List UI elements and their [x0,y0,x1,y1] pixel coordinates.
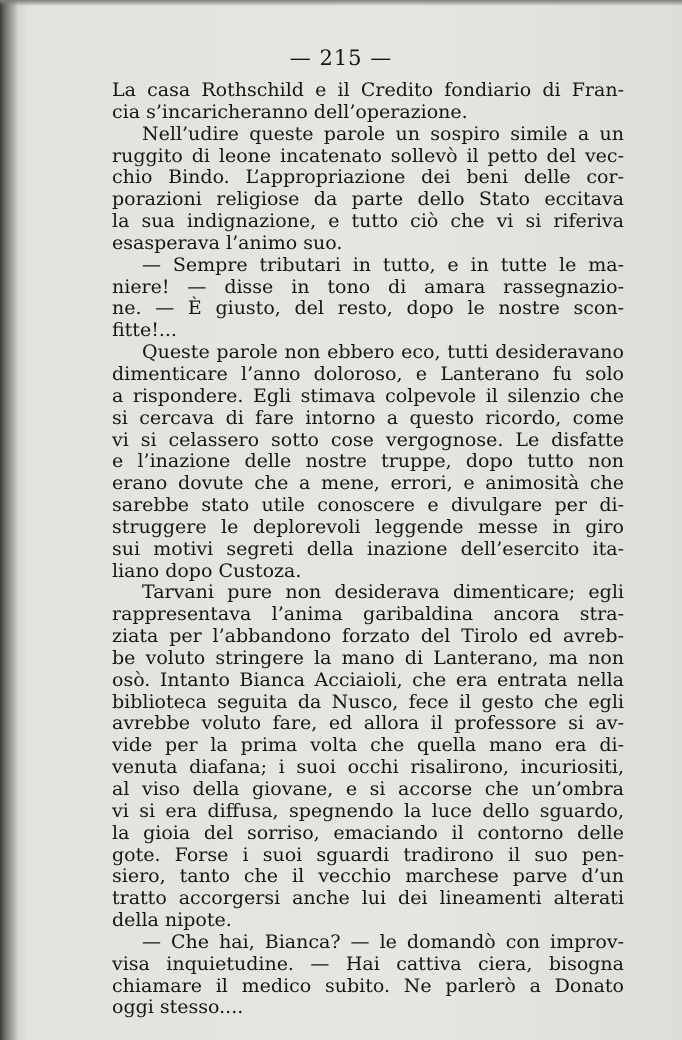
text-line: visa inquietudine. — Hai cattiva ciera, bisogna [112,952,624,975]
text-line: — Sempre tributari in tutto, e in tutte le ma- [142,253,624,276]
text-line: Tarvani pure non desiderava dimenticare; egli [142,581,624,604]
text-line: e l’inazione delle nostre truppe, dopo tutto non [112,450,624,473]
text-line: ne. — È giusto, del resto, dopo le nostre scon- [112,297,624,320]
text-line: niere! — disse in tono di amara rassegnazio- [112,275,624,298]
text-line: della nipote. [112,909,232,932]
text-line: rappresentava l’anima garibaldina ancora stra- [112,603,624,626]
text-line: la gioia del sorriso, emaciando il contorno delle [112,821,624,844]
text-line: vide per la prima volta che quella mano era di- [112,734,624,757]
text-line: struggere le deplorevoli leggende messe in giro [112,515,624,538]
text-line: vi si celassero sotto cose vergognose. Le disfatte [112,428,624,451]
text-line: chiamare il medico subito. Ne parlerò a Donato [112,974,624,997]
text-line: sarebbe stato utile conoscere e divulgare per di- [112,494,624,517]
text-line: Queste parole non ebbero eco, tutti desideravano [142,341,624,364]
text-line: si cercava di fare intorno a questo ricordo, come [112,406,624,429]
text-line: be voluto stringere la mano di Lanterano, ma non [112,646,624,669]
text-line: osò. Intanto Bianca Acciaioli, che era entrata nella [112,668,624,691]
text-line: fitte!... [112,319,177,342]
text-line: gote. Forse i suoi sguardi tradirono il suo pen- [112,843,624,866]
page-top-edge [0,0,682,6]
text-line: al viso della giovane, e si accorse che un’ombra [112,778,624,800]
text-line: venuta diafana; i suoi occhi risalirono, incuriositi, [112,756,624,779]
text-line: ziata per l’abbandono forzato del Tirolo ed avreb- [112,625,624,648]
text-line: avrebbe voluto fare, ed allora il professore si av- [112,712,624,735]
text-line: cia s’incaricheranno dell’operazione. [112,100,468,123]
text-line: sui motivi segreti della inazione dell’esercito ita- [112,537,624,560]
text-line: liano dopo Custoza. [112,559,302,582]
page-number-header: — 215 — [289,46,393,70]
text-line: vi si era diffusa, spegnendo la luce dello sguardo, [112,799,624,822]
text-line: a rispondere. Egli stimava colpevole il silenzio che [112,384,624,407]
text-line: Nell’udire queste parole un sospiro simile a un [142,122,624,145]
text-line: ruggito di leone incatenato sollevò il petto del vec- [112,144,624,167]
text-line: biblioteca seguita da Nusco, fece il gesto che egli [112,690,624,713]
text-line: La casa Rothschild e il Credito fondiario di Fran- [112,79,624,101]
text-line: porazioni religiose da parte dello Stato eccitava [112,188,624,211]
text-line: oggi stesso.... [112,996,244,1019]
text-line: la sua indignazione, e tutto ciò che vi si riferiva [112,210,624,233]
text-line: esasperava l’animo suo. [112,231,343,254]
text-line: erano dovute che a mene, errori, e animosità che [112,472,624,495]
text-line: — Che hai, Bianca? — le domandò con improv- [142,930,624,953]
text-line: tratto accorgersi anche lui dei lineamenti alterati [112,887,624,910]
text-line: dimenticare l’anno doloroso, e Lanterano fu solo [112,362,624,385]
text-line: chio Bindo. L’appropriazione dei beni delle cor- [112,166,624,189]
body-text [112,80,624,1019]
text-line: siero, tanto che il vecchio marchese parve d’un [112,865,624,888]
page-spine-shadow [0,0,18,1040]
